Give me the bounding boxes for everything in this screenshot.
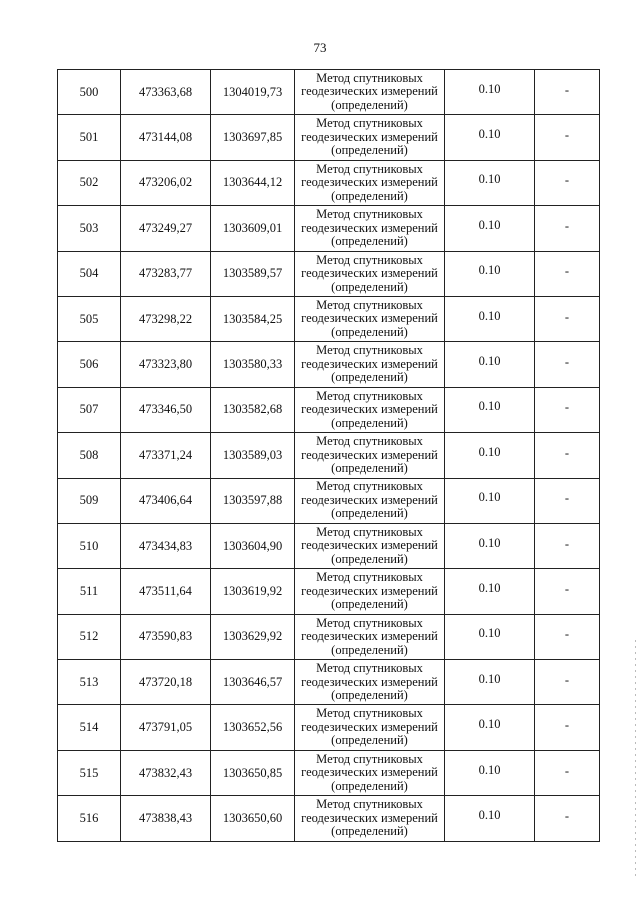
method-line: (определений) (331, 688, 408, 703)
extra-cell (535, 433, 600, 478)
y-coordinate-cell (211, 251, 295, 296)
accuracy-cell-text: 0.10 (478, 671, 501, 686)
accuracy-cell-text: 0.10 (478, 717, 501, 732)
y-coordinate-cell (211, 705, 295, 750)
accuracy-cell-text: 0.10 (478, 535, 501, 550)
extra-cell-text: - (564, 763, 570, 778)
point-number-cell (58, 660, 121, 705)
accuracy-cell (445, 342, 535, 387)
x-coordinate-cell-text: 473406,64 (138, 493, 193, 508)
y-coordinate-cell (211, 478, 295, 523)
point-number-cell (58, 387, 121, 432)
method-line: геодезических измерений (301, 129, 438, 144)
extra-cell-text: - (564, 82, 570, 97)
method-cell (295, 796, 445, 841)
accuracy-cell (445, 387, 535, 432)
point-number-cell-text: 515 (79, 765, 99, 780)
extra-cell-text: - (564, 581, 570, 596)
extra-cell-text: - (564, 445, 570, 460)
x-coordinate-cell (121, 115, 211, 160)
method-line: Метод спутниковых (316, 570, 423, 585)
y-coordinate-cell-text: 1303604,90 (222, 538, 283, 553)
method-cell (295, 342, 445, 387)
y-coordinate-cell-text: 1303650,85 (222, 765, 283, 780)
extra-cell (535, 569, 600, 614)
method-line: геодезических измерений (301, 538, 438, 553)
accuracy-cell-text: 0.10 (478, 399, 501, 414)
point-number-cell (58, 160, 121, 205)
method-line: (определений) (331, 461, 408, 476)
method-line: (определений) (331, 279, 408, 294)
method-cell (295, 660, 445, 705)
method-cell (295, 160, 445, 205)
x-coordinate-cell-text: 473590,83 (138, 629, 193, 644)
point-number-cell-text: 511 (79, 583, 99, 598)
table-row (58, 569, 600, 614)
method-line: Метод спутниковых (316, 479, 423, 494)
method-line: Метод спутниковых (316, 297, 423, 312)
x-coordinate-cell-text: 473283,77 (138, 266, 193, 281)
method-line: геодезических измерений (301, 175, 438, 190)
x-coordinate-cell (121, 478, 211, 523)
method-line: Метод спутниковых (316, 70, 423, 85)
extra-cell-text: - (564, 173, 570, 188)
method-line: Метод спутниковых (316, 797, 423, 812)
method-line: (определений) (331, 143, 408, 158)
x-coordinate-cell (121, 750, 211, 795)
accuracy-cell (445, 523, 535, 568)
method-line: (определений) (331, 778, 408, 793)
point-number-cell-text: 513 (79, 674, 99, 689)
x-coordinate-cell (121, 251, 211, 296)
x-coordinate-cell-text: 473249,27 (138, 220, 193, 235)
x-coordinate-cell (121, 523, 211, 568)
coordinates-table (57, 69, 600, 842)
extra-cell (535, 251, 600, 296)
y-coordinate-cell-text: 1303644,12 (222, 175, 283, 190)
point-number-cell-text: 500 (79, 84, 99, 99)
point-number-cell-text: 514 (79, 720, 99, 735)
x-coordinate-cell-text: 473298,22 (138, 311, 193, 326)
y-coordinate-cell (211, 206, 295, 251)
x-coordinate-cell-text: 473434,83 (138, 538, 193, 553)
y-coordinate-cell (211, 342, 295, 387)
extra-cell (535, 523, 600, 568)
y-coordinate-cell (211, 660, 295, 705)
method-cell (295, 115, 445, 160)
method-line: Метод спутниковых (316, 116, 423, 131)
point-number-cell-text: 502 (79, 175, 99, 190)
accuracy-cell-text: 0.10 (478, 626, 501, 641)
extra-cell (535, 70, 600, 115)
extra-cell (535, 705, 600, 750)
method-cell (295, 251, 445, 296)
accuracy-cell-text: 0.10 (478, 308, 501, 323)
method-line: Метод спутниковых (316, 161, 423, 176)
y-coordinate-cell-text: 1303589,57 (222, 266, 283, 281)
y-coordinate-cell-text: 1303589,03 (222, 447, 283, 462)
point-number-cell (58, 70, 121, 115)
method-line: Метод спутниковых (316, 252, 423, 267)
method-line: (определений) (331, 642, 408, 657)
y-coordinate-cell (211, 70, 295, 115)
accuracy-cell (445, 206, 535, 251)
method-cell (295, 206, 445, 251)
point-number-cell (58, 569, 121, 614)
method-cell (295, 70, 445, 115)
method-line: геодезических измерений (301, 356, 438, 371)
point-number-cell (58, 478, 121, 523)
extra-cell (535, 614, 600, 659)
extra-cell-text: - (564, 491, 570, 506)
extra-cell-text: - (564, 355, 570, 370)
extra-cell (535, 342, 600, 387)
x-coordinate-cell (121, 705, 211, 750)
table-row (58, 115, 600, 160)
x-coordinate-cell (121, 433, 211, 478)
accuracy-cell-text: 0.10 (478, 490, 501, 505)
table-row (58, 478, 600, 523)
point-number-cell-text: 504 (79, 266, 99, 281)
x-coordinate-cell-text: 473323,80 (138, 357, 193, 372)
point-number-cell-text: 510 (79, 538, 99, 553)
point-number-cell (58, 206, 121, 251)
method-line: Метод спутниковых (316, 615, 423, 630)
accuracy-cell (445, 796, 535, 841)
accuracy-cell (445, 614, 535, 659)
method-line: геодезических измерений (301, 311, 438, 326)
accuracy-cell (445, 660, 535, 705)
y-coordinate-cell (211, 569, 295, 614)
extra-cell (535, 206, 600, 251)
table-row (58, 70, 600, 115)
x-coordinate-cell-text: 473791,05 (138, 720, 193, 735)
x-coordinate-cell-text: 473371,24 (138, 447, 193, 462)
y-coordinate-cell (211, 115, 295, 160)
accuracy-cell (445, 569, 535, 614)
table-row (58, 433, 600, 478)
accuracy-cell-text: 0.10 (478, 217, 501, 232)
table-row (58, 387, 600, 432)
method-line: (определений) (331, 234, 408, 249)
method-line: геодезических измерений (301, 765, 438, 780)
extra-cell-text: - (564, 627, 570, 642)
extra-cell-text: - (564, 400, 570, 415)
y-coordinate-cell-text: 1303609,01 (222, 220, 283, 235)
method-line: (определений) (331, 733, 408, 748)
method-line: геодезических измерений (301, 492, 438, 507)
y-coordinate-cell (211, 796, 295, 841)
y-coordinate-cell-text: 1303697,85 (222, 130, 283, 145)
y-coordinate-cell-text: 1303646,57 (222, 674, 283, 689)
scan-edge-mark (635, 640, 636, 880)
point-number-cell (58, 251, 121, 296)
method-cell (295, 387, 445, 432)
y-coordinate-cell (211, 387, 295, 432)
accuracy-cell (445, 160, 535, 205)
table-row (58, 660, 600, 705)
y-coordinate-cell-text: 1303582,68 (222, 402, 283, 417)
accuracy-cell (445, 433, 535, 478)
accuracy-cell (445, 70, 535, 115)
y-coordinate-cell-text: 1303619,92 (222, 583, 283, 598)
point-number-cell (58, 296, 121, 341)
extra-cell (535, 750, 600, 795)
table-row (58, 523, 600, 568)
method-line: (определений) (331, 324, 408, 339)
y-coordinate-cell-text: 1303584,25 (222, 311, 283, 326)
point-number-cell (58, 115, 121, 160)
page-number: 73 (313, 40, 327, 55)
accuracy-cell (445, 115, 535, 160)
method-line: Метод спутниковых (316, 661, 423, 676)
x-coordinate-cell (121, 387, 211, 432)
extra-cell-text: - (564, 718, 570, 733)
method-line: Метод спутниковых (316, 706, 423, 721)
point-number-cell (58, 614, 121, 659)
method-line: (определений) (331, 97, 408, 112)
accuracy-cell (445, 251, 535, 296)
extra-cell-text: - (564, 128, 570, 143)
extra-cell-text: - (564, 309, 570, 324)
x-coordinate-cell-text: 473206,02 (138, 175, 193, 190)
table-row (58, 750, 600, 795)
extra-cell (535, 796, 600, 841)
y-coordinate-cell-text: 1304019,73 (222, 84, 283, 99)
method-line: Метод спутниковых (316, 343, 423, 358)
extra-cell (535, 160, 600, 205)
point-number-cell-text: 508 (79, 447, 99, 462)
table-row (58, 796, 600, 841)
method-line: (определений) (331, 188, 408, 203)
y-coordinate-cell (211, 523, 295, 568)
method-cell (295, 705, 445, 750)
extra-cell-text: - (564, 536, 570, 551)
x-coordinate-cell (121, 796, 211, 841)
accuracy-cell (445, 750, 535, 795)
accuracy-cell-text: 0.10 (478, 807, 501, 822)
point-number-cell (58, 523, 121, 568)
method-line: геодезических измерений (301, 84, 438, 99)
extra-cell (535, 115, 600, 160)
point-number-cell (58, 342, 121, 387)
point-number-cell (58, 705, 121, 750)
extra-cell-text: - (564, 672, 570, 687)
point-number-cell (58, 433, 121, 478)
point-number-cell-text: 505 (79, 311, 99, 326)
method-line: геодезических измерений (301, 447, 438, 462)
y-coordinate-cell (211, 433, 295, 478)
y-coordinate-cell-text: 1303652,56 (222, 720, 283, 735)
x-coordinate-cell-text: 473346,50 (138, 402, 193, 417)
method-cell (295, 523, 445, 568)
method-cell (295, 296, 445, 341)
point-number-cell-text: 506 (79, 357, 99, 372)
x-coordinate-cell-text: 473511,64 (139, 583, 192, 598)
accuracy-cell-text: 0.10 (478, 444, 501, 459)
method-line: Метод спутниковых (316, 434, 423, 449)
method-line: геодезических измерений (301, 810, 438, 825)
accuracy-cell-text: 0.10 (478, 263, 501, 278)
x-coordinate-cell (121, 160, 211, 205)
x-coordinate-cell (121, 296, 211, 341)
point-number-cell-text: 503 (79, 220, 99, 235)
x-coordinate-cell (121, 70, 211, 115)
table-row (58, 342, 600, 387)
point-number-cell-text: 516 (79, 810, 99, 825)
accuracy-cell-text: 0.10 (478, 81, 501, 96)
extra-cell-text: - (564, 218, 570, 233)
extra-cell-text: - (564, 808, 570, 823)
y-coordinate-cell-text: 1303597,88 (222, 493, 283, 508)
table-row (58, 160, 600, 205)
method-cell (295, 478, 445, 523)
method-line: геодезических измерений (301, 674, 438, 689)
method-cell (295, 433, 445, 478)
table-row (58, 206, 600, 251)
y-coordinate-cell (211, 160, 295, 205)
accuracy-cell (445, 478, 535, 523)
y-coordinate-cell-text: 1303580,33 (222, 357, 283, 372)
method-line: геодезических измерений (301, 220, 438, 235)
point-number-cell-text: 509 (79, 493, 99, 508)
accuracy-cell-text: 0.10 (478, 762, 501, 777)
point-number-cell-text: 501 (79, 130, 99, 145)
coordinates-table-body (58, 70, 600, 842)
method-line: Метод спутниковых (316, 207, 423, 222)
method-line: геодезических измерений (301, 266, 438, 280)
method-line: (определений) (331, 824, 408, 839)
y-coordinate-cell (211, 750, 295, 795)
method-line: геодезических измерений (301, 402, 438, 417)
method-line: (определений) (331, 551, 408, 566)
y-coordinate-cell-text: 1303650,60 (222, 810, 283, 825)
x-coordinate-cell-text: 473144,08 (138, 130, 193, 145)
method-line: (определений) (331, 370, 408, 385)
method-line: геодезических измерений (301, 719, 438, 734)
method-cell (295, 750, 445, 795)
point-number-cell-text: 512 (79, 629, 99, 644)
accuracy-cell (445, 296, 535, 341)
y-coordinate-cell (211, 296, 295, 341)
table-row (58, 251, 600, 296)
point-number-cell (58, 750, 121, 795)
x-coordinate-cell (121, 660, 211, 705)
x-coordinate-cell (121, 614, 211, 659)
method-line: (определений) (331, 597, 408, 612)
point-number-cell-text: 507 (79, 402, 99, 417)
extra-cell-text: - (564, 264, 570, 279)
table-row (58, 705, 600, 750)
method-line: геодезических измерений (301, 629, 438, 644)
method-line: (определений) (331, 415, 408, 430)
accuracy-cell-text: 0.10 (478, 580, 501, 595)
point-number-cell (58, 796, 121, 841)
x-coordinate-cell (121, 206, 211, 251)
table-row (58, 296, 600, 341)
method-line: геодезических измерений (301, 583, 438, 598)
extra-cell (535, 660, 600, 705)
method-cell (295, 569, 445, 614)
extra-cell (535, 387, 600, 432)
method-line: Метод спутниковых (316, 751, 423, 766)
method-line: Метод спутниковых (316, 388, 423, 403)
accuracy-cell-text: 0.10 (478, 127, 501, 142)
x-coordinate-cell-text: 473363,68 (138, 84, 193, 99)
y-coordinate-cell (211, 614, 295, 659)
x-coordinate-cell-text: 473838,43 (138, 810, 193, 825)
method-line: (определений) (331, 506, 408, 521)
extra-cell (535, 478, 600, 523)
accuracy-cell-text: 0.10 (478, 354, 501, 369)
table-row (58, 614, 600, 659)
accuracy-cell (445, 705, 535, 750)
x-coordinate-cell-text: 473832,43 (138, 765, 193, 780)
x-coordinate-cell (121, 342, 211, 387)
x-coordinate-cell-text: 473720,18 (138, 674, 193, 689)
extra-cell (535, 296, 600, 341)
method-cell (295, 614, 445, 659)
y-coordinate-cell-text: 1303629,92 (222, 629, 283, 644)
method-line: Метод спутниковых (316, 524, 423, 539)
x-coordinate-cell (121, 569, 211, 614)
accuracy-cell-text: 0.10 (478, 172, 501, 187)
